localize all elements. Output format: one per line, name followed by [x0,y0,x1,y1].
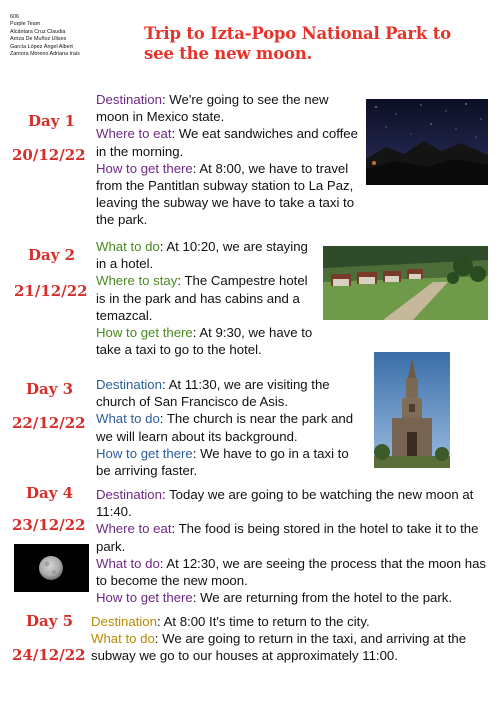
item-text: : The church is near the park and we will learn about its background. [96,411,354,444]
moon-photo [14,544,89,592]
day-label: Day 2 [28,246,76,264]
item-text: : At 10:20, we are staying in a hotel. [96,239,308,272]
day-date: 21/12/22 [14,282,88,300]
item-text: : We are returning from the hotel to the park. [192,590,453,606]
item-key: What to do [96,411,160,427]
item-key: What to do [96,239,160,254]
item-key: Destination [96,487,162,502]
team-line: Arriza De Muñoz Ulises [10,36,67,43]
item-key: Destination [96,377,162,392]
item-text: : At 11:30, we are visiting the church of San Francisco de Asis. [96,377,330,410]
item-text: : At 12:30, we are seeing the process that the moon has to become the new moon. [96,555,487,589]
item-key: Where to stay [96,273,178,289]
item-text: : Today we are going to be watching the new moon at 11:40. [96,487,474,520]
item-key: How to get there [96,160,193,176]
day-date: 20/12/22 [12,146,86,164]
team-line: Alcántara Cruz Claudia [10,28,66,35]
day-date: 24/12/22 [12,646,86,664]
day-label: Day 5 [26,612,74,630]
item-text: : We have to go in a taxi to be arriving faster. [96,445,349,479]
item-text: : At 8:00, we have to travel from the Pantitlan subway station to La Paz, leaving the subway we have to take a taxi to the park. [96,160,355,228]
page-title: Trip to Izta-Popo National Park to see the new moon. [144,24,451,63]
team-line: 606 [10,14,19,20]
team-info [10,14,80,58]
item-key: What to do [91,631,155,647]
day-date: 22/12/22 [12,414,86,432]
item-text: : At 9:30, we have to take a taxi to go to the hotel. [96,325,313,358]
day-description [96,376,366,479]
item-text: : The food is being stored in the hotel to take it to the park. [96,521,479,554]
church-photo [374,352,450,468]
hotel-cabins-photo [323,246,488,320]
item-text: : We eat sandwiches and coffee in the morning. [96,126,358,159]
night-sky-mountains-photo [366,99,488,185]
item-text: : We're going to see the new moon in Mexico state. [96,92,329,125]
day-description [96,91,364,229]
item-key: Where to eat [96,521,172,537]
item-text: : We are going to return in the taxi, and arriving at the subway we go to our houses at approximately 11:00. [91,631,467,664]
item-key: Destination [96,92,162,107]
item-key: What to do [96,555,160,571]
day-label: Day 3 [26,380,74,398]
item-key: How to get there [96,445,193,461]
item-key: How to get there [96,590,193,606]
day-label: Day 1 [28,112,76,130]
day-description [96,486,486,606]
team-line: Zamora Moreno Adriana Irais [10,51,80,58]
day-label: Day 4 [26,484,74,502]
item-text: : The Campestre hotel is in the park and has cabins and a temazcal. [96,273,308,323]
day-date: 23/12/22 [12,516,86,534]
team-line: Purple Team [10,21,41,28]
day-description [91,613,487,665]
item-key: Destination [91,614,157,629]
item-text: : At 8:00 It's time to return to the city. [156,614,370,629]
item-key: Where to eat [96,126,172,142]
team-line: García López Ángel Albert [10,43,73,50]
item-key: How to get there [96,325,193,341]
day-description [96,238,318,358]
